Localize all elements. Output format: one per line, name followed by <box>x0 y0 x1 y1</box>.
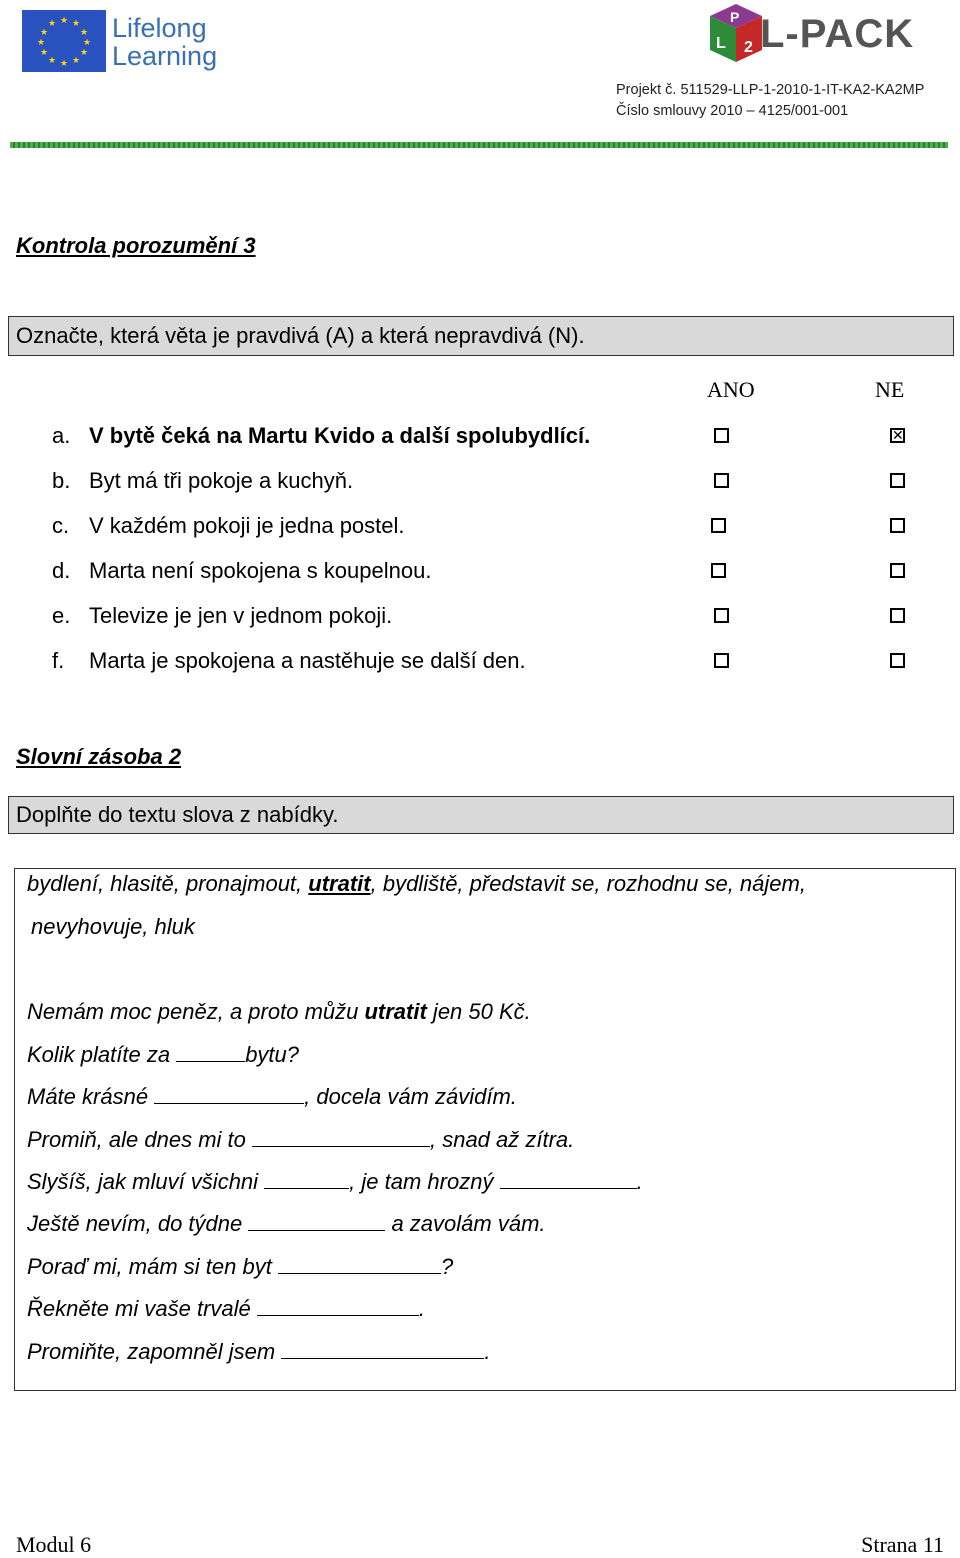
answer-blank[interactable] <box>257 1295 419 1316</box>
checkbox-yes[interactable] <box>714 653 729 668</box>
header-divider <box>10 142 948 148</box>
sentence-5: Slyšíš, jak mluví všichni , je tam hrozný . <box>27 1169 643 1194</box>
checkbox-yes[interactable] <box>714 473 729 488</box>
column-header-no: NE <box>875 377 905 402</box>
checkbox-no[interactable] <box>890 473 905 488</box>
checkbox-no[interactable]: ✕ <box>892 427 904 443</box>
checkbox-yes[interactable] <box>714 608 729 623</box>
lpack-brand: L-PACK <box>760 12 915 56</box>
checkbox-no[interactable] <box>890 653 905 668</box>
footer-page-number: Strana 11 <box>861 1532 944 1557</box>
quiz-item: a. V bytě čeká na Martu Kvido a další spolubydlící. ✕ <box>52 423 904 448</box>
filled-answer: utratit <box>364 999 427 1024</box>
checkbox-no[interactable] <box>890 608 905 623</box>
project-info <box>616 80 924 122</box>
answer-blank[interactable] <box>281 1338 484 1359</box>
used-word: utratit <box>308 871 371 896</box>
sentence-3: Máte krásné , docela vám závidím. <box>27 1084 517 1109</box>
eu-flag-logo: ★ ★ ★ ★ ★ ★ ★ ★ ★ ★ ★ ★ <box>22 10 106 72</box>
checkbox-no[interactable] <box>890 518 905 533</box>
project-number: Projekt č. 511529-LLP-1-2010-1-IT-KA2-KA2MP <box>616 82 925 98</box>
answer-blank[interactable] <box>176 1041 245 1062</box>
vocab-instruction-box <box>8 796 954 834</box>
quiz-instruction: Označte, která věta je pravdivá (A) a která nepravdivá (N). <box>16 323 585 348</box>
quiz-instruction-box <box>8 316 954 356</box>
sentence-7: Poraď mi, mám si ten byt ? <box>27 1254 454 1279</box>
checkbox-yes[interactable] <box>714 428 729 443</box>
word-bank-line-1: bydlení, hlasitě, pronajmout, utratit, bydliště, představit se, rozhodnu se, nájem, <box>27 871 806 896</box>
sentence-6: Ještě nevím, do týdne a zavolám vám. <box>27 1211 546 1236</box>
sentence-4: Promiň, ale dnes mi to , snad až zítra. <box>27 1127 575 1152</box>
checkbox-no[interactable] <box>890 563 905 578</box>
answer-blank[interactable] <box>154 1083 304 1104</box>
answer-blank[interactable] <box>248 1210 385 1231</box>
answer-blank[interactable] <box>264 1168 349 1189</box>
sentence-1: Nemám moc peněz, a proto můžu utratit jen 50 Kč. <box>27 999 531 1024</box>
svg-text:2: 2 <box>744 39 753 56</box>
sentence-9: Promiňte, zapomněl jsem . <box>27 1339 491 1364</box>
lpack-cube-logo <box>706 2 766 64</box>
lifelong-learning-logo-text: Lifelong Learning <box>112 13 218 71</box>
checkbox-yes[interactable] <box>711 518 726 533</box>
checkbox-yes[interactable] <box>711 563 726 578</box>
quiz-item: c. V každém pokoji je jedna postel. <box>0 513 960 558</box>
vocab-instruction: Doplňte do textu slova z nabídky. <box>16 802 339 827</box>
svg-text:L: L <box>716 35 726 52</box>
answer-blank[interactable] <box>500 1168 637 1189</box>
answer-blank[interactable] <box>252 1126 430 1147</box>
column-header-yes: ANO <box>707 377 755 402</box>
vocab-title: Slovní zásoba 2 <box>16 744 182 769</box>
contract-number: Číslo smlouvy 2010 – 4125/001-001 <box>616 103 849 119</box>
quiz-item: f. Marta je spokojena a nastěhuje se další den. <box>0 648 960 693</box>
svg-text:P: P <box>730 9 740 25</box>
quiz-item: d. Marta není spokojena s koupelnou. <box>0 558 960 603</box>
word-bank-line-2: nevyhovuje, hluk <box>31 914 195 939</box>
answer-blank[interactable] <box>278 1253 441 1274</box>
footer-module: Modul 6 <box>16 1532 92 1557</box>
sentence-8: Řekněte mi vaše trvalé . <box>27 1296 425 1321</box>
quiz-title: Kontrola porozumění 3 <box>16 233 256 258</box>
quiz-item: b. Byt má tři pokoje a kuchyň. <box>0 468 960 513</box>
quiz-item: e. Televize je jen v jednom pokoji. <box>0 603 960 648</box>
sentence-2: Kolik platíte za bytu? <box>27 1042 300 1067</box>
